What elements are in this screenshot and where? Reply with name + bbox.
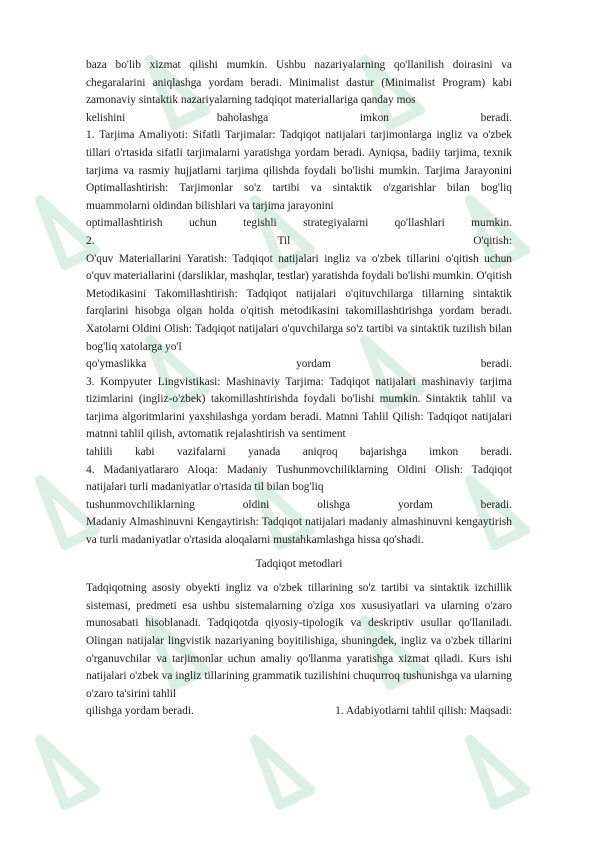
paragraph-2-last-line: optimallashtirish uchun tegishli strategiyalarni qo'llashlari mumkin. (86, 217, 512, 230)
paragraph-1: baza bo'lib xizmat qilishi mumkin. Ushbu nazariyalarning qo'llanilish doirasini va chegaralarini aniqlashga yordam beradi. Minimalist dastur (Minimalist Program) kabi zamonaviy sintaktik nazariyalarning tadqiqot materiallariga qanday mos (86, 59, 512, 107)
paragraph-computational-linguistics: 3. Kompyuter Lingvistikasi: Mashinaviy Tarjima: Tadqiqot natijalari mashinaviy tarjima tizimlarini (ingliz-o'zbek) takomillashtirishda foydali bo'lishi mumkin. Sintaktik tahlil va tarjima algoritmlarini yaxshilashga yordam beradi. Matnni Tahlil Qilish: Tadqiqot natijalari matnni tahlil qilish, avtomatik rejalashtirish va sentiment (86, 375, 512, 441)
paragraph-3-last-line: qo'ymaslikka yordam beradi. (86, 358, 512, 371)
paragraph-language-teaching: O'quv Materiallarini Yaratish: Tadqiqot natijalari ingliz va o'zbek tillarini o'qitish uchun o'quv materiallarini (darsliklar, mashqlar, testlar) yaratishda foydali bo'lishi mumkin. O'qitish Metodikasini Takomillashtirish: Tadqiqot natijalari o'qituvchilarga tillarning sintaktik farqlarini hisobga olgan holda o'qitish metodikasini takomillashtirishga yordam beradi. Xatolarni Oldini Olish: Tadqiqot natijalari o'quvchilarga so'z tartibi va sintaktik tuzilish bilan bog'liq xatolarga yo'l (86, 252, 512, 353)
watermark-mark (470, 740, 525, 805)
paragraph-translation-practice: 1. Tarjima Amaliyoti: Sifatli Tarjimalar: Tadqiqot natijalari tarjimonlarga ingliz va o'zbek tillari o'rtasida sifatli tarjimalarni yaratishga yordam beradi. Ayniqsa, badiiy tarjima, texnik tarjima va rasmiy hujjatlarni tarjima qilishda foydali bo'lishi mumkin. Tarjima Jarayonini Optimallashtirish: Tarjimonlar so'z tartibi va sintaktik o'zgarishlar bilan bog'liq muammolarni oldindan bilishlari va tarjima jarayonini (86, 129, 512, 212)
paragraph-intercultural-communication: 4. Madaniyatlararo Aloqa: Madaniy Tushunmovchiliklarning Oldini Olish: Tadqiqot natijalari turli madaniyatlar o'rtasida til bilan bog'liq (86, 463, 512, 494)
paragraph-4-last-line: tahlili kabi vazifalarni yanada aniqroq bajarishga imkon beradi. (86, 446, 512, 459)
paragraph-1-last-line: kelishini baholashga imkon beradi. (86, 111, 512, 124)
section-heading-methods: Tadqiqot metodlari (255, 557, 343, 570)
watermark-mark (255, 740, 310, 805)
watermark-mark (40, 740, 95, 805)
document-body (86, 57, 512, 721)
paragraph-methods: Tadqiqotning asosiy obyekti ingliz va o'zbek tillarining so'z tartibi va sintaktik izchillik sistemasi, predmeti esa ushbu sistemalarning o'ziga xos xususiyatlari va ularning o'zaro munosabati hisoblanadi. Tadqiqotda qiyosiy-tipologik va deskriptiv usullar qo'llaniladi. Olingan natijalar lingvistik nazariyaning boyitilishiga, shuningdek, ingliz va o'zbek tillarini o'rganuvchilar va tarjimonlar uchun amaliy qo'llanma yaratishga xizmat qiladi. Kurs ishi natijalari o'zbek va ingliz tillarining grammatik tuzilishini chuqurroq tushunishga va ularning o'zaro ta'sirini tahlil (86, 582, 512, 700)
paragraph-cultural-exchange: Madaniy Almashinuvni Kengaytirish: Tadqiqot natijalari madaniy almashinuvni kengaytirish va turli madaniyatlar o'rtasida aloqalarni mustahkamlashga hissa qo'shadi. (86, 516, 512, 547)
paragraph-5-last-line: tushunmovchiliklarning oldini olishga yordam beradi. (86, 498, 512, 511)
section-2-heading-line: 2. Til O'qitish: (86, 234, 512, 247)
paragraph-methods-last-line: qilishga yordam beradi. 1. Adabiyotlarni tahlil qilish: Maqsadi: (86, 705, 512, 718)
